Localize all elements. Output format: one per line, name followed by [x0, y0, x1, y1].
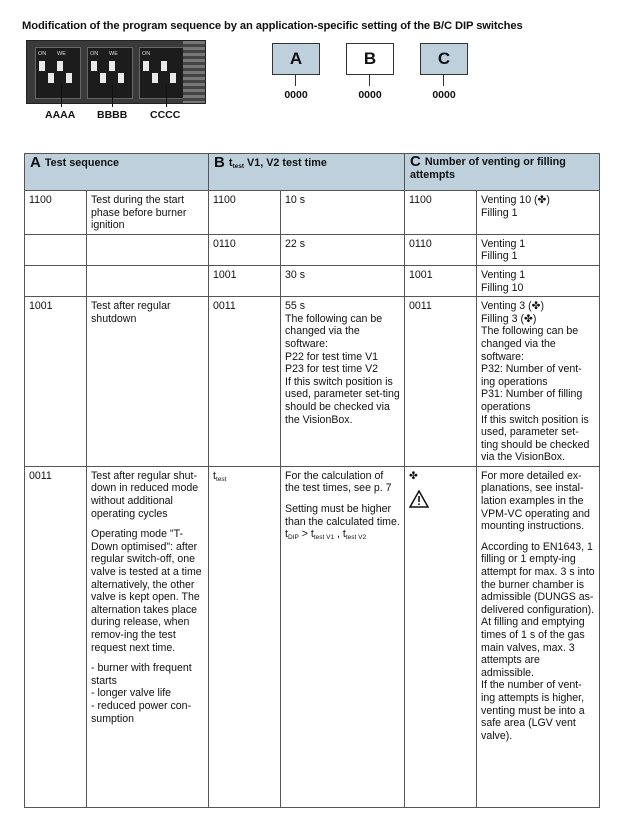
table-row: 0110 22 s 0110 Venting 1 Filling 1	[25, 234, 600, 265]
box-c-value: 0000	[432, 89, 456, 101]
box-a: A	[272, 43, 320, 75]
cross-symbol: ✤	[409, 469, 418, 482]
warning-triangle-icon	[409, 490, 429, 508]
header-test-sequence: A Test sequence	[25, 154, 209, 191]
formula: $t_{DIP} > t_{test V1}$ , $t_{test V2}$	[285, 528, 367, 542]
header-attempts: C Number of venting or filling attempts	[405, 154, 600, 191]
switch-code-a: AAAA	[45, 109, 76, 121]
leader-line	[112, 85, 113, 107]
leader-line	[61, 85, 62, 107]
table-header-row	[25, 154, 600, 191]
table-row: 1001 Test after regular shutdown 0011 55 s The following can be changed via the software: P22 for test time V1 P23 for test time V2 If this switch position is used, parameter set-ting should be checked via the VisionBox. 0011 Venting 3 (✤) Filling 3 (✤) The following can be changed via the software: P32: Number of vent-ing operations P31: Number of filling operations If this switch position is used, parameter set-ting should be checked via the VisionBox.	[25, 297, 600, 467]
table-row: 1001 30 s 1001 Venting 1 Filling 10	[25, 265, 600, 296]
box-b: B	[346, 43, 394, 75]
dip-switch-photo: ON WE ON WE ON	[26, 40, 206, 104]
table-row: 0011 Test after regular shut-down in reduced mode without additional operating cycles Operating mode "T- Down optimised": after regular switch-off, one valve is tested at a time alternatively, the other valve is kept open. The alternation takes place during release, when remov-ing the test request next time. - burner with frequent starts - longer valve life - reduced power con-sumption $t_{test}$ For the calculation of the test times, see p. 7 Setting must be higher than the calculated time. $t_{DIP} > t_{test V1}$ , $t_{test V2}$ ✤ For more detailed ex-planations, see instal-lation examples in the VPM-VC operating and mounting instructions. According to EN1643, 1 filling or 1 empty-ing attempt for max. 3 s into the burner chamber is admissible (DUNGS as-delivered configuration). At filling and emptying times of 1 s of the gas main valves, max. 3 attempts are admissible. If the number of vent-ing attempts is higher, venting must be into a safe area (LGV vent valve).	[25, 466, 600, 807]
box-a-value: 0000	[284, 89, 308, 101]
leader-line	[166, 85, 167, 107]
header-test-time: B $t_{test}$ V1, V2 test time	[209, 154, 405, 191]
box-c: C	[420, 43, 468, 75]
page-title: Modification of the program sequence by an application-specific setting of the B/C DIP switches	[22, 20, 523, 32]
dip-switch-table	[24, 153, 600, 808]
table-row: 1100 Test during the start phase before burner ignition 1100 10 s 1100 Venting 10 (✤) Filling 1	[25, 191, 600, 235]
box-b-value: 0000	[358, 89, 382, 101]
switch-code-b: BBBB	[97, 109, 128, 121]
switch-code-c: CCCC	[150, 109, 181, 121]
